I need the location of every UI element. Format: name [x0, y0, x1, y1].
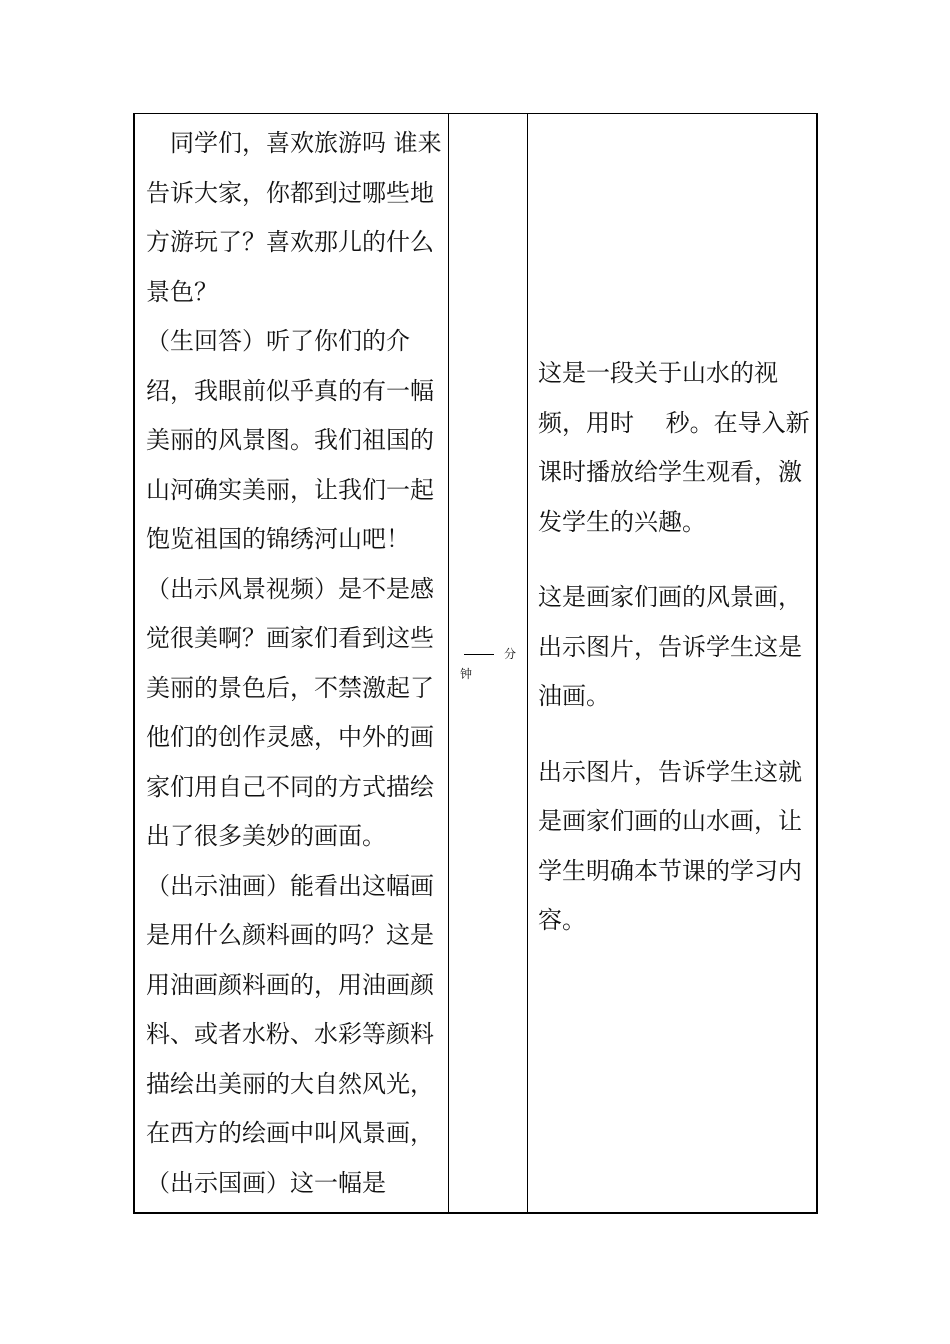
- time-cell: [460, 646, 526, 682]
- table-left-border: [133, 113, 135, 1214]
- column-divider-1: [448, 113, 449, 1214]
- teaching-process-cell: [146, 119, 446, 1208]
- intent-paragraph-3: 出示图片，告诉学生这就是画家们画的山水画，让学生明确本节课的学习内容。: [538, 757, 802, 934]
- intent-paragraph-2: 这是画家们画的风景画，出示图片，告诉学生这是油画。: [538, 583, 802, 710]
- column-divider-2: [527, 113, 528, 1214]
- process-paragraph-1: 同学们，喜欢旅游吗 谁来告诉大家，你都到过哪些地方游玩了？喜欢那儿的什么景色？: [146, 129, 442, 306]
- table-top-border: [133, 113, 817, 114]
- lesson-plan-table: [133, 113, 817, 1213]
- table-right-border: [816, 113, 818, 1214]
- design-intent-cell: [538, 349, 810, 972]
- time-unit-zhong: 钟: [460, 667, 473, 681]
- table-bottom-border: [133, 1212, 817, 1214]
- process-paragraph-2: （生回答）听了你们的介绍，我眼前似乎真的有一幅美丽的风景图。我们祖国的山河确实美丽，让我们一起饱览祖国的锦绣河山吧！: [146, 327, 434, 553]
- time-blank: [464, 654, 494, 655]
- intent-paragraph-1: 这是一段关于山水的视频，用时 秒。在导入新课时播放给学生观看，激发学生的兴趣。: [538, 359, 810, 536]
- time-unit-fen: 分: [504, 647, 517, 661]
- process-paragraph-4: （出示油画）能看出这幅画是用什么颜料画的吗？这是用油画颜料画的，用油画颜料、或者水粉、水彩等颜料描绘出美丽的大自然风光，在西方的绘画中叫风景画，（出示国画）这一幅是: [146, 871, 434, 1197]
- process-paragraph-3: （出示风景视频）是不是感觉很美啊？画家们看到这些美丽的景色后，不禁激起了他们的创作灵感，中外的画家们用自己不同的方式描绘出了很多美妙的画面。: [146, 574, 434, 850]
